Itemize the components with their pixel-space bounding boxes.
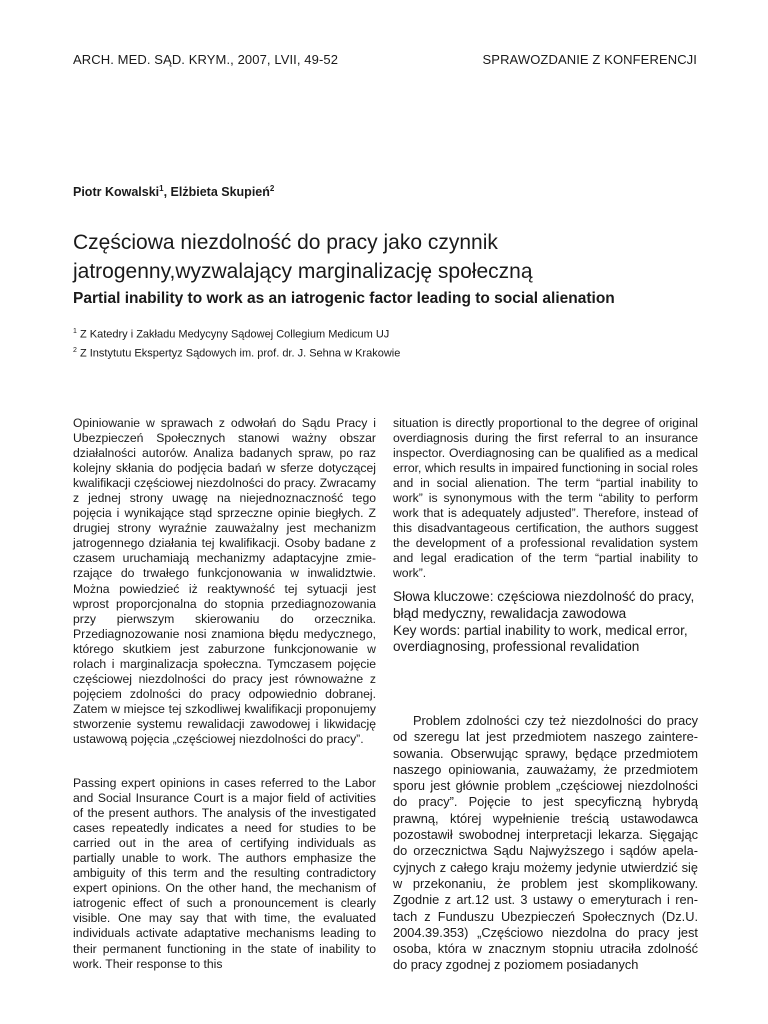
title-polish	[73, 228, 713, 286]
author-affil-mark: 2	[269, 184, 275, 193]
keywords	[393, 589, 703, 656]
authors: Piotr Kowalski$^1$, Elżbieta Skupień$^2$	[73, 184, 275, 200]
keywords-english: Key words: partial inability to work, medical error, overdiagnosing, professional revalidation	[393, 622, 688, 655]
title-polish-line: jatrogenny,wyzwalający marginalizację społeczną	[73, 260, 533, 283]
abstract-polish	[73, 416, 376, 747]
author-name: Elżbieta Skupień	[170, 185, 270, 200]
author-name: Piotr Kowalski	[73, 185, 160, 200]
abstract-english-text: Passing expert opinions in cases referred to the Labor and Social Insurance Court is a major field of activities of the present authors. The analysis of the investigated cases repeatedly indicates a need for studies to be carried out in the area of certifying individuals as partially unable to work. The authors emphasize the ambiguity of this term and the resulting contradictory expert opinions. On the other hand, the mechanism of iatrogenic effect of such a pronouncement is clearly visible. One may say that with time, the evaluated individuals activate adaptative mechanisms leading to their permanent functioning in the state of inability to work. Their response to this	[73, 776, 376, 971]
affiliation	[73, 343, 400, 362]
abstract-english	[73, 776, 376, 972]
section-label: SPRAWOZDANIE Z KONFERENCJI	[482, 52, 697, 67]
affiliation-text: Z Katedry i Zakładu Medycyny Sądowej Collegium Medicum UJ	[79, 328, 390, 341]
affiliation-mark: 1	[73, 328, 77, 335]
abstract-english-text: situation is directly proportional to the degree of original overdiagnosis during the first referral to an insurance inspector. Overdiagnosing can be qualified as a medical error, which results in impaired functioning in social roles and in social alienation. The term “partial inability to work” is synonymous with the term “ability to perform work that is adequately adjusted”. Therefore, instead of this disadvantageous certification, the authors suggest the development of a professional revalidation system and legal eradication of the term “partial inability to work”.	[393, 416, 698, 581]
affiliation	[73, 324, 400, 343]
affiliations	[73, 324, 400, 362]
affiliation-text: Z Instytutu Ekspertyz Sądowych im. prof. dr. J. Sehna w Krakowie	[79, 347, 401, 360]
introduction	[393, 713, 698, 974]
title-english: Partial inability to work as an iatrogenic factor leading to social alienation	[73, 290, 615, 307]
journal-reference: ARCH. MED. SĄD. KRYM., 2007, LVII, 49-52	[73, 52, 339, 67]
title-polish-line: Częściowa niezdolność do pracy jako czynnik	[73, 231, 498, 254]
author-affil-mark: 1	[159, 184, 164, 193]
abstract-polish-text: Opiniowanie w sprawach z odwołań do Sądu Pracy i Ubezpieczeń Społecznych stanowi ważny obszar działalności autorów. Analiza badanych spraw, po raz kolejny skłania do podjęcia badań w sferze dotyczącej kwalifikacji częściowej niezdolności do pracy. Zwracamy z jednej strony uwagę na niejednoznaczność tego pojęcia i wynikające stąd sprzeczne opinie biegłych. Z drugiej strony wyraźnie zauważalny jest mechanizm jatrogennego działania tej kwalifikacji. Osoby badane z czasem uruchamiają mechanizmy adaptacyjne zmierzające do trwałego funkcjonowania w inwalidztwie. Można powiedzieć iż reaktywność tej sytuacji jest wprost proporcjonalna do stopnia przediagnozowania przy pierwszym skierowaniu do orzecznika. Przediagnozowanie nosi znamiona błędu medycznego, którego skutkiem jest zaburzone funkcjonowanie w rolach i marginalizacja społeczna. Tymczasem pojęcie częściowej niezdolności do pracy jest równoważne z pojęciem zdolności do pracy odpowiednio dobranej. Zatem w miejsce tej szkodliwej kwalifikacji proponujemy stworzenie systemu rewalidacji zawodowej i likwidację ustawową pojęcia „częściowej niezdolności do pracy”.	[73, 416, 376, 746]
abstract-english-continued	[393, 416, 698, 582]
keywords-polish: Słowa kluczowe: częściowa niezdolność do pracy, błąd medyczny, rewalidacja zawodowa	[393, 589, 695, 621]
affiliation-mark: 2	[73, 347, 77, 355]
introduction-text: Problem zdolności czy też niezdolności do pracy od szeregu lat jest przedmiotem naszego zainteresowania. Obserwując sprawy, będące przedmiotem naszego opiniowania, zauważamy, że przedmiotem sporu jest głównie problem „częściowej niezdolności do pracy”. Pojęcie to jest specyficzną hybrydą prawną, której wypełnienie treścią ustawodawca pozostawił swobodnej interpretacji lekarza. Sięgając do orzecznictwa Sądu Najwyższego i sądów apelacyjnych z całego kraju możemy jedynie utwierdzić się w przekonaniu, że problem jest skomplikowany. Zgodnie z art.12 ust. 3 ustawy o emeryturach i rentach z Funduszu Ubezpieczeń Społecznych (Dz.U. 2004.39.353) „Częściowo niezdolna do pracy jest osoba, która w znacznym stopniu utraciła zdolność do pracy zgodnej z poziomem posiadanych	[393, 713, 698, 973]
